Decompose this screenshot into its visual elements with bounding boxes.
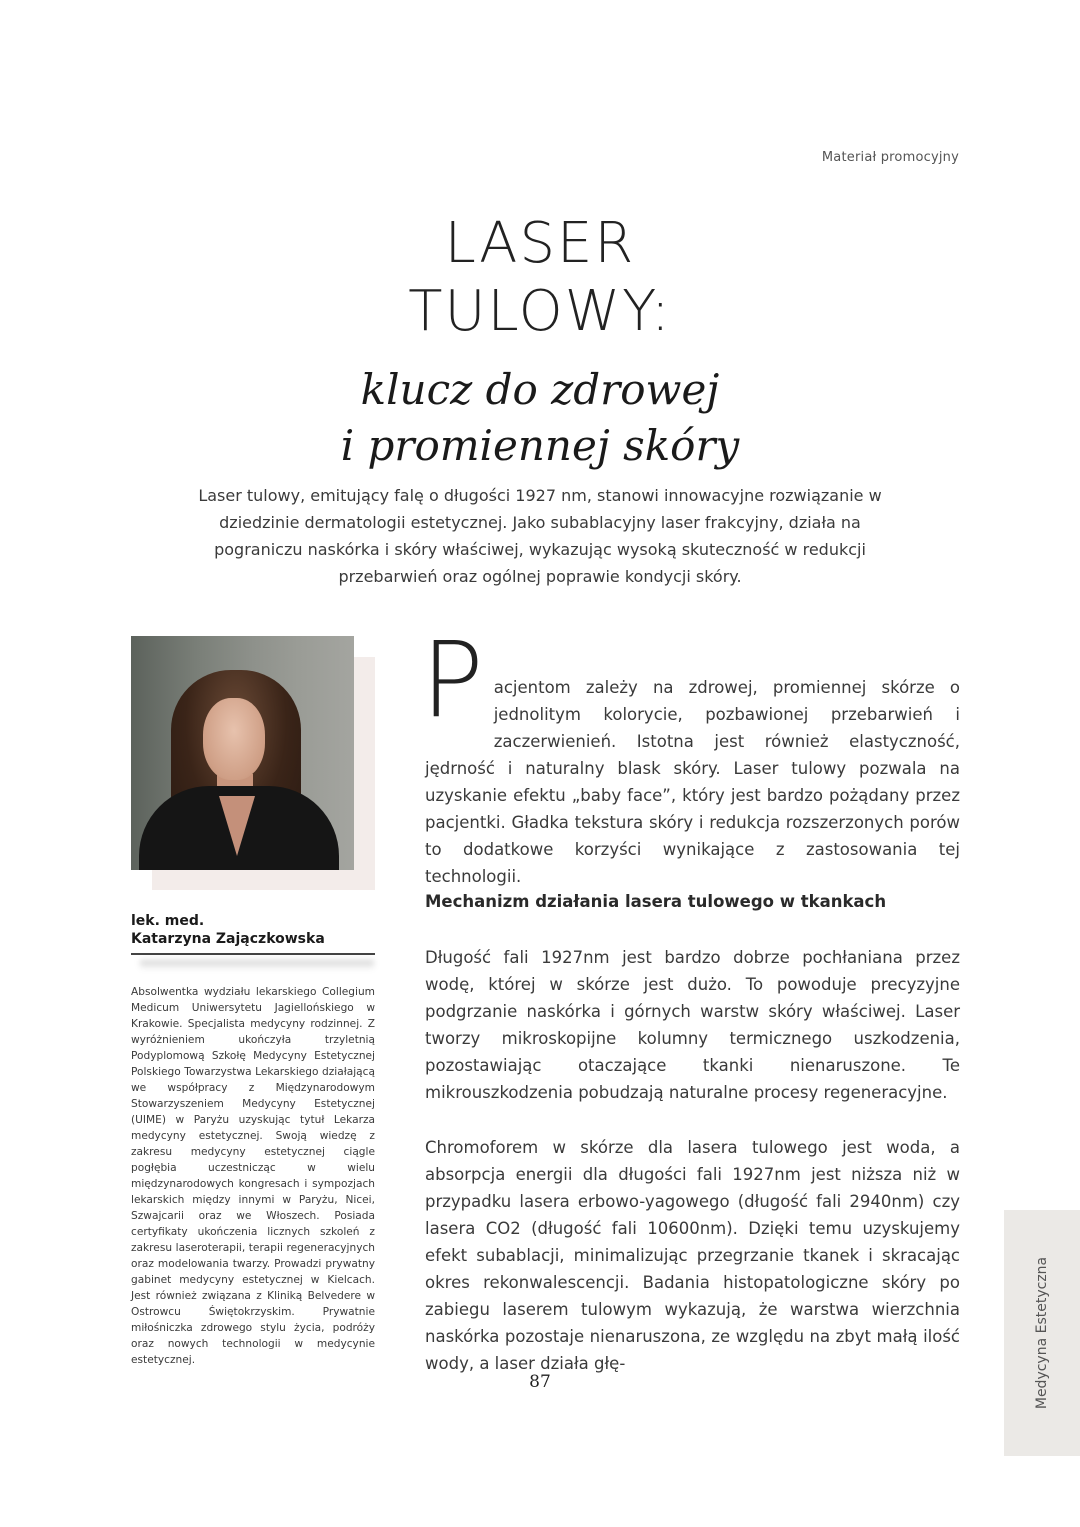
author-divider-shadow xyxy=(140,960,374,970)
subtitle-line-1: klucz do zdrowej xyxy=(360,365,720,414)
section-heading: Mechanizm działania lasera tulowego w tkankach xyxy=(425,892,887,911)
title-line-2: TULOWY: xyxy=(408,279,672,344)
article-subtitle xyxy=(0,362,1080,474)
author-photo xyxy=(131,636,354,870)
page-number: 87 xyxy=(529,1372,551,1392)
author-divider xyxy=(131,953,375,955)
article-paragraph-2: Długość fali 1927nm jest bardzo dobrze pochłaniana przez wodę, której w skórze jest dużo. To powoduje precyzyjne podgrzanie naskórka i górnych warstw skóry właściwej. Laser tworzy mikroskopijne kolumny termicznego uszkodzenia, pozostawiając otaczające tkanki nienaruszone. Te mikrouszkodzenia pobudzają naturalne procesy regeneracyjne. xyxy=(425,948,960,1102)
author-title: lek. med. xyxy=(131,913,205,929)
author-name: Katarzyna Zajączkowska xyxy=(131,931,325,947)
promo-label: Materiał promocyjny xyxy=(821,150,959,165)
article-intro xyxy=(421,619,960,890)
lead-paragraph: Laser tulowy, emitujący falę o długości 1927 nm, stanowi innowacyjne rozwiązanie w dziedzinie dermatologii estetycznej. Jako subablacyjny laser frakcyjny, działa na pograniczu naskórka i skóry właściwej, wykazując wysoką skuteczność w redukcji przebarwień oraz ogólnej poprawie kondycji skóry. xyxy=(198,486,882,586)
author-bio: Absolwentka wydziału lekarskiego Collegium Medicum Uniwersytetu Jagiellońskiego w Krakowie. Specjalista medycyny rodzinnej. Z wyróżnieniem ukończyła trzyletnią Podyplomową Szkołę Medycyny Estetycznej Polskiego Towarzystwa Lekarskiego działającą we współpracy z Międzynarodowym Stowarzyszeniem Medycyny Estetycznej (UIME) w Paryżu uzyskując tytuł Lekarza medycyny estetycznej. Swoją wiedzę z zakresu medycyny estetycznej ciągle pogłębia uczestnicząc w wielu międzynarodowych kongresach i sympozjach lekarskich między innymi w Paryżu, Nicei, Szwajcarii oraz we Włoszech. Posiada certyfikaty ukończenia licznych szkoleń z zakresu laseroterapii, terapii regeneracyjnych oraz modelowania twarzy. Prowadzi prywatny gabinet medycyny estetycznej w Kielcach. Jest również związana z Kliniką Belvedere w Ostrowcu Świętokrzyskim. Prywatnie miłośniczka zdrowego stylu życia, podróży oraz nowych technologii w medycynie estetycznej. xyxy=(131,986,375,1366)
author-name-block xyxy=(131,912,325,948)
drop-cap: P xyxy=(421,619,484,741)
article-paragraph-3: Chromoforem w skórze dla lasera tulowego jest woda, a absorpcja energii dla długości fali 1927nm jest niższa niż w przypadku lasera erbowo-yagowego (długość fali 2940nm) czy lasera CO2 (długość fali 10600nm). Dzięki temu uzyskujemy efekt subablacji, minimalizując przegrzanie tkanek i skracając okres rekonwalescencji. Badania histopatologiczne skóry po zabiegu laserem tulowym wykazują, że warstwa wierzchnia naskórka pozostaje nienaruszona, ze względu na zbyt małą ilość wody, a laser działa głę- xyxy=(425,1138,960,1373)
subtitle-line-2: i promiennej skóry xyxy=(340,421,740,470)
section-tab-label: Medycyna Estetyczna xyxy=(1034,1256,1050,1410)
title-line-1: LASER xyxy=(444,211,636,276)
article-title xyxy=(0,210,1080,346)
article-paragraph-1: acjentom zależy na zdrowej, promiennej skórze o jednolitym kolorycie, pozbawionej przebarwień i zaczerwienień. Istotna jest również elastyczność, jędrność i naturalny blask skóry. Laser tulowy pozwala na uzyskanie efektu „baby face”, który jest bardzo pożądany przez pacjentki. Gładka tekstura skóry i redukcja rozszerzonych porów to dodatkowe korzyści wynikające z zastosowania tej technologii. xyxy=(425,678,960,886)
